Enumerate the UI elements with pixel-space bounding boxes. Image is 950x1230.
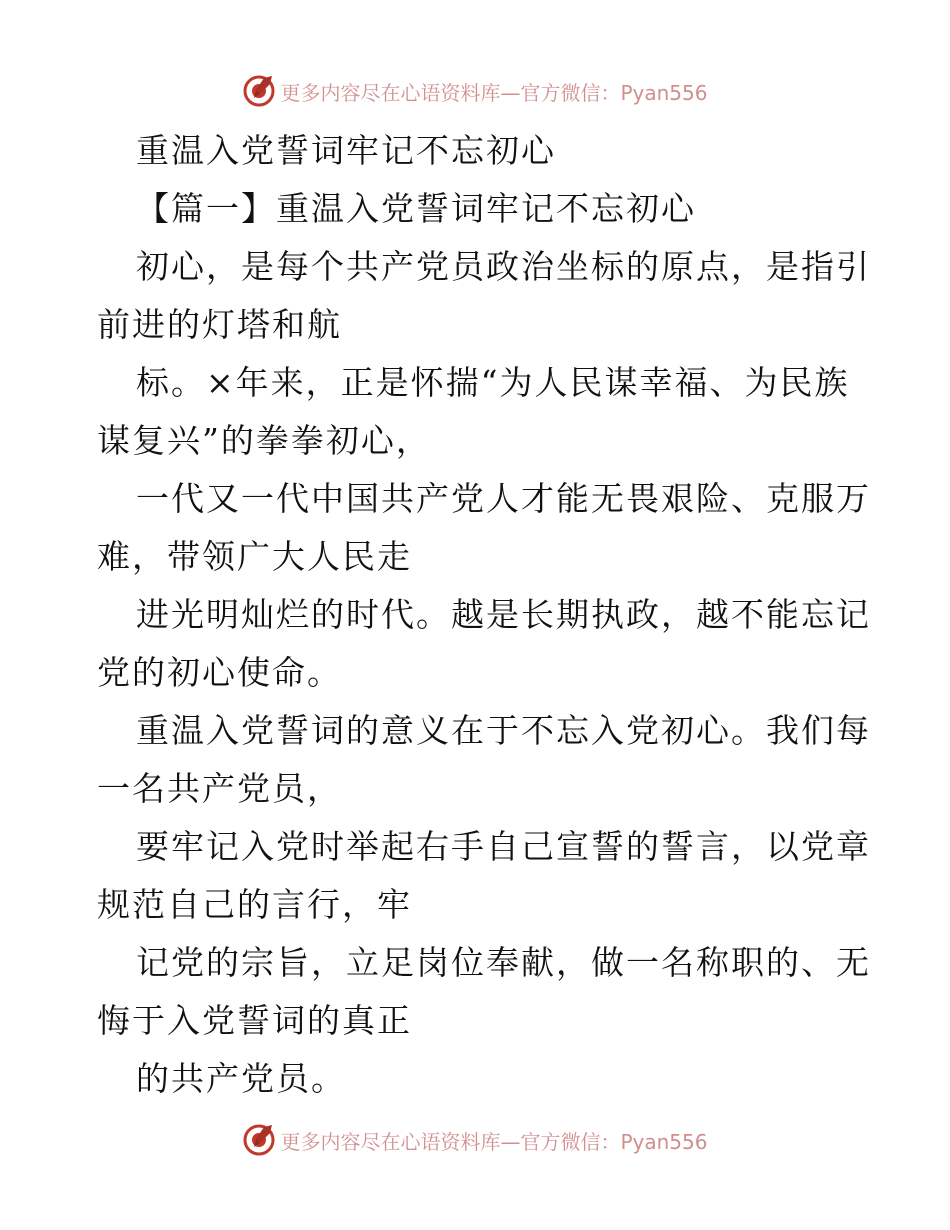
paragraph-line: 初心，是每个共产党员政治坐标的原点，是指引 <box>136 247 871 286</box>
paragraph-line: 谋复兴”的拳拳初心， <box>97 421 431 460</box>
paragraph-line: 前进的灯塔和航 <box>97 305 342 344</box>
paragraph-line: 一名共产党员， <box>97 769 342 808</box>
paragraph-line: 要牢记入党时举起右手自己宣誓的誓言，以党章 <box>136 827 871 866</box>
paragraph-line: 重温入党誓词的意义在于不忘入党初心。我们每 <box>136 711 871 750</box>
document-body <box>97 122 871 1108</box>
paragraph-line: 标。×年来，正是怀揣“为人民谋幸福、为民族 <box>136 363 850 402</box>
paragraph-line: 记党的宗旨，立足岗位奉献，做一名称职的、无 <box>136 943 871 982</box>
pen-logo-icon <box>242 1123 276 1157</box>
header-watermark <box>0 71 950 111</box>
footer-watermark <box>0 1120 950 1160</box>
paragraph-line: 难，带领广大人民走 <box>97 537 412 576</box>
paragraph-line: 进光明灿烂的时代。越是长期执政，越不能忘记 <box>136 595 871 634</box>
document-title: 重温入党誓词牢记不忘初心 <box>136 131 556 170</box>
paragraph-line: 规范自己的言行，牢 <box>97 885 412 924</box>
paragraph-line: 的共产党员。 <box>136 1059 346 1098</box>
pen-logo-icon <box>242 74 276 108</box>
paragraph-line: 党的初心使命。 <box>97 653 342 692</box>
paragraph-line: 悔于入党誓词的真正 <box>97 1001 412 1040</box>
paragraph-line: 一代又一代中国共产党人才能无畏艰险、克服万 <box>136 479 871 518</box>
section-heading: 【篇一】重温入党誓词牢记不忘初心 <box>136 189 696 228</box>
footer-watermark-text: 更多内容尽在心语资料库—官方微信：Pyan556 <box>280 1129 708 1154</box>
header-watermark-text: 更多内容尽在心语资料库—官方微信：Pyan556 <box>280 80 708 105</box>
